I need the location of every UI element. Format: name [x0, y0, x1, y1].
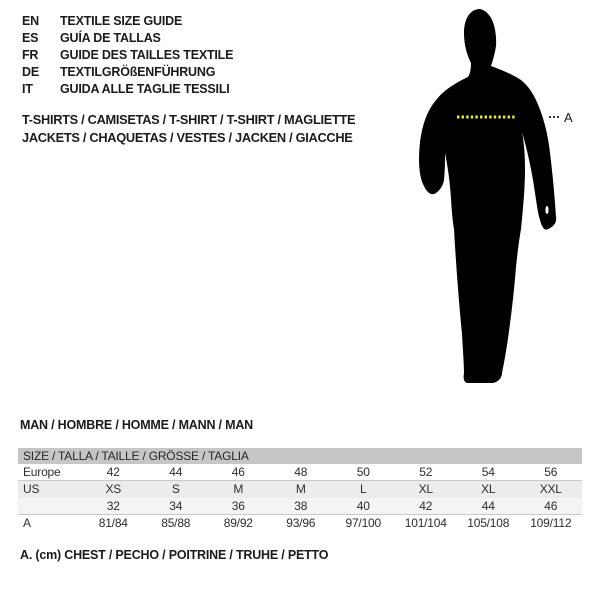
size-cell: 52	[419, 465, 433, 479]
row-label: US	[23, 482, 40, 496]
language-code: FR	[22, 48, 39, 62]
size-cell: 105/108	[467, 516, 510, 530]
language-row	[22, 47, 233, 64]
size-cell: 38	[294, 499, 308, 513]
language-code: DE	[22, 65, 39, 79]
size-cell: 93/96	[286, 516, 316, 530]
man-figure	[413, 3, 578, 395]
size-cell: 44	[481, 499, 495, 513]
size-table	[18, 448, 582, 532]
row-label: Europe	[23, 465, 61, 479]
size-cell: L	[360, 482, 367, 496]
man-silhouette-svg	[413, 3, 578, 395]
language-code: ES	[22, 31, 39, 45]
table-row-chest-a	[18, 515, 582, 532]
size-cell: 46	[544, 499, 558, 513]
size-cell: 89/92	[223, 516, 253, 530]
size-cell: 101/104	[404, 516, 447, 530]
language-row	[22, 13, 233, 30]
size-cell: 32	[106, 499, 120, 513]
table-row-europe	[18, 464, 582, 481]
category-heading	[22, 111, 355, 146]
size-cell: 81/84	[98, 516, 128, 530]
size-cell: 40	[356, 499, 370, 513]
language-label: GUÍA DE TALLAS	[60, 31, 161, 45]
size-cell: 109/112	[530, 516, 572, 530]
hand-thumb-highlight	[545, 206, 548, 214]
size-cell: 54	[481, 465, 495, 479]
size-cell: 42	[419, 499, 433, 513]
language-row	[22, 64, 233, 81]
size-cell: XXL	[539, 482, 562, 496]
size-cell: M	[233, 482, 244, 496]
size-cell: 50	[356, 465, 370, 479]
size-cell: S	[171, 482, 180, 496]
size-cell: M	[295, 482, 306, 496]
language-row	[22, 30, 233, 47]
language-label: GUIDA ALLE TAGLIE TESSILI	[60, 82, 230, 96]
man-silhouette	[419, 9, 556, 383]
size-cell: 85/88	[161, 516, 191, 530]
gender-heading: MAN / HOMBRE / HOMME / MANN / MAN	[20, 418, 253, 432]
size-cell: XL	[481, 482, 496, 496]
measurement-footnote: A. (cm) CHEST / PECHO / POITRINE / TRUHE / PETTO	[20, 548, 329, 562]
size-cell: 56	[544, 465, 558, 479]
language-label: GUIDE DES TAILLES TEXTILE	[60, 48, 234, 62]
size-cell: 34	[169, 499, 183, 513]
language-list	[22, 13, 233, 98]
row-label: A	[23, 516, 31, 530]
measurement-label-a: A	[564, 110, 573, 125]
size-cell: 48	[294, 465, 308, 479]
size-table-header: SIZE / TALLA / TAILLE / GRÖSSE / TAGLIA	[18, 448, 582, 464]
size-cell: 44	[169, 465, 183, 479]
category-line-jackets: JACKETS / CHAQUETAS / VESTES / JACKEN / GIACCHE	[22, 129, 353, 145]
language-code: IT	[22, 82, 33, 96]
language-label: TEXTILE SIZE GUIDE	[60, 14, 183, 28]
size-cell: XL	[418, 482, 433, 496]
table-row-numeric	[18, 498, 582, 515]
size-cell: 46	[231, 465, 245, 479]
language-code: EN	[22, 14, 39, 28]
table-row-us	[18, 481, 582, 498]
row-label	[18, 498, 82, 514]
size-cell: 36	[231, 499, 245, 513]
size-cell: 42	[106, 465, 120, 479]
language-label: TEXTILGRÖßENFÜHRUNG	[60, 65, 216, 79]
category-line-tshirts: T-SHIRTS / CAMISETAS / T-SHIRT / T-SHIRT / MAGLIETTE	[22, 112, 356, 127]
language-row	[22, 81, 233, 98]
size-cell: XS	[105, 482, 122, 496]
size-cell: 97/100	[345, 516, 381, 530]
